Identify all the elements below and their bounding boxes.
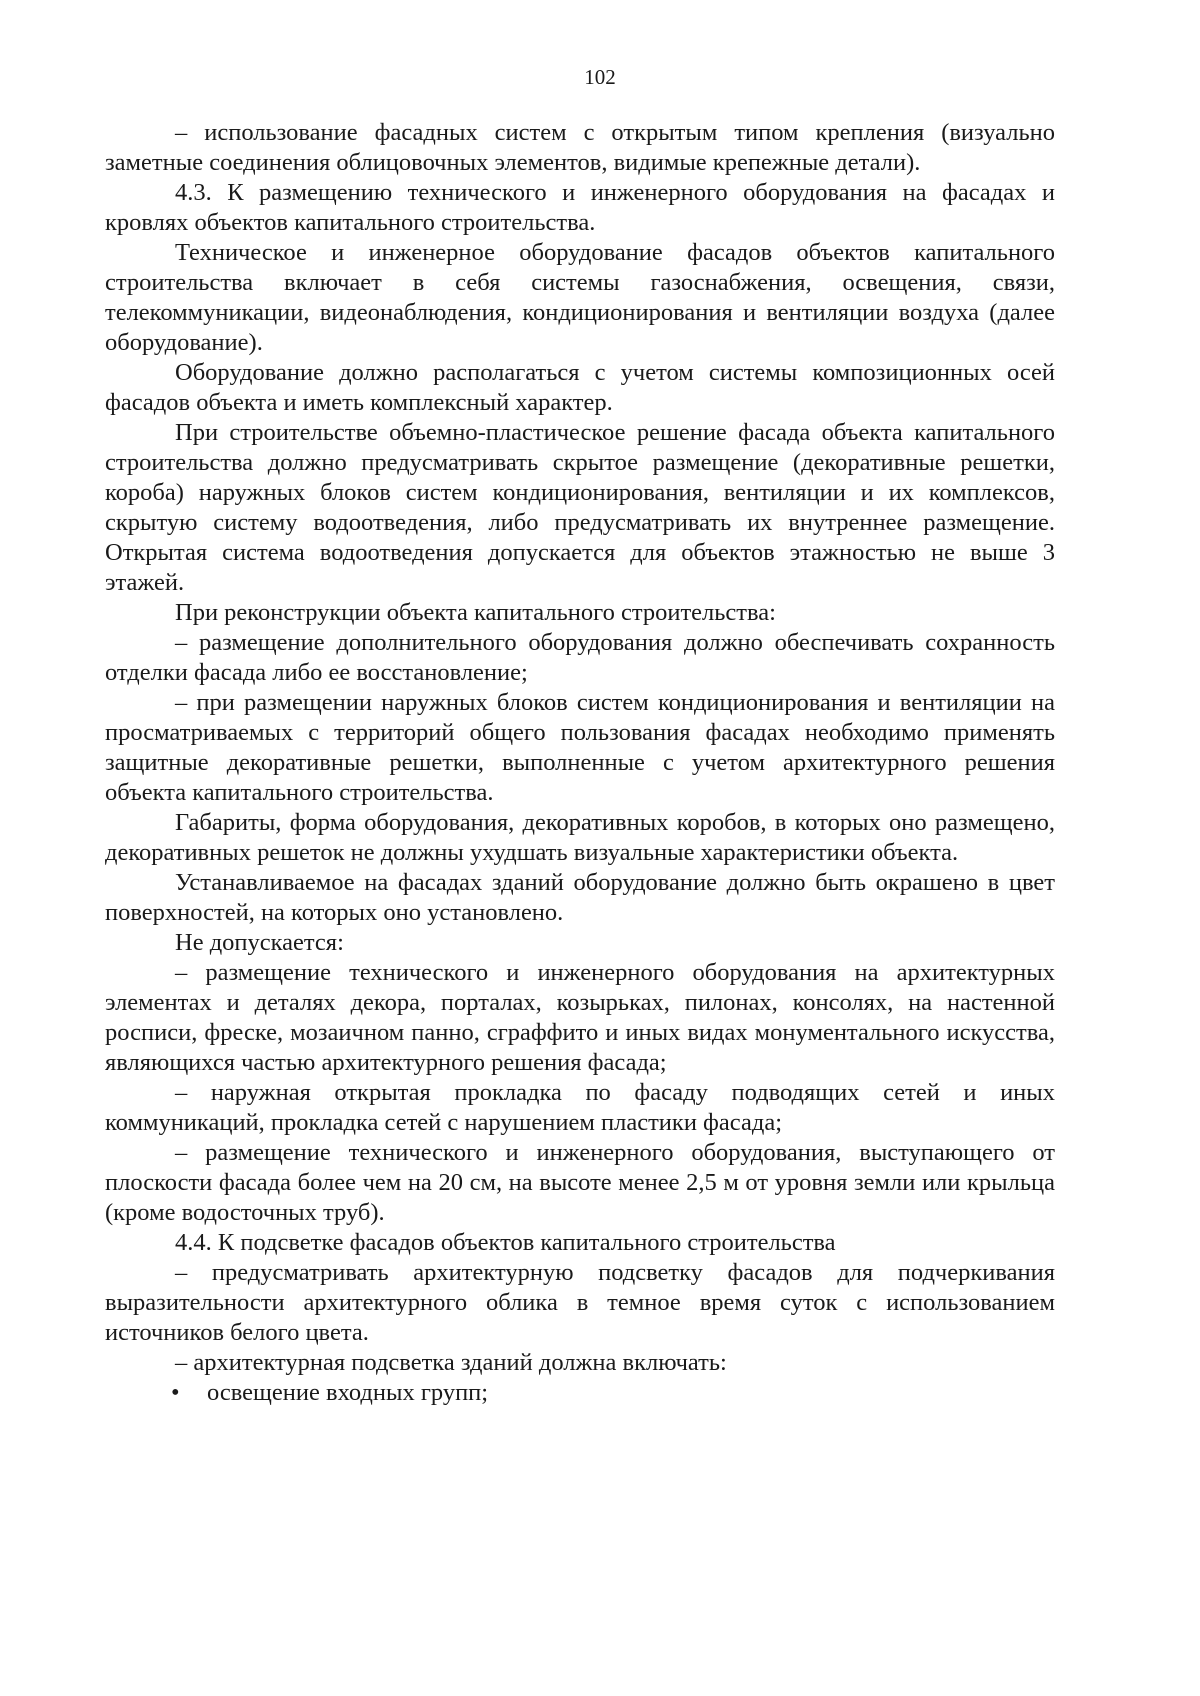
paragraph-not-allowed-heading: Не допускается:: [175, 929, 344, 956]
paragraph-dimensions: Габариты, форма оборудования, декоративных коробов, в которых оно размещено, декоративных решеток не должны ухудшать визуальные характеристики объекта.: [105, 809, 1055, 866]
list-item-architectural-lighting: – предусматривать архитектурную подсветку фасадов для подчеркивания выразительности архитектурного облика в темное время суток с использованием источников белого цвета.: [105, 1259, 1055, 1346]
list-item-lighting-includes: – архитектурная подсветка зданий должна включать:: [175, 1349, 727, 1376]
page-body: [105, 118, 1055, 1408]
paragraph-reconstruction-heading: При реконструкции объекта капитального строительства:: [175, 599, 776, 626]
section-heading-4-4: 4.4. К подсветке фасадов объектов капитального строительства: [175, 1229, 836, 1256]
bullet-marker: •: [171, 1379, 180, 1406]
section-heading-4-3: 4.3. К размещению технического и инженерного оборудования на фасадах и кровлях объектов капитального строительства.: [105, 179, 1055, 236]
bullet-list-item: [105, 1378, 1055, 1408]
paragraph-painting: Устанавливаемое на фасадах зданий оборудование должно быть окрашено в цвет поверхностей, на которых оно установлено.: [105, 869, 1055, 926]
paragraph-equipment-placement: Оборудование должно располагаться с учетом системы композиционных осей фасадов объекта и иметь комплексный характер.: [105, 359, 1055, 416]
paragraph-facade-systems: – использование фасадных систем с открытым типом крепления (визуально заметные соединения облицовочных элементов, видимые крепежные детали).: [105, 119, 1055, 176]
list-item-open-wiring: – наружная открытая прокладка по фасаду подводящих сетей и иных коммуникаций, прокладка сетей с нарушением пластики фасада;: [105, 1079, 1055, 1136]
list-item-protruding-equipment: – размещение технического и инженерного оборудования, выступающего от плоскости фасада более чем на 20 см, на высоте менее 2,5 м от уровня земли или крыльца (кроме водосточных труб).: [105, 1139, 1055, 1226]
list-item-outdoor-units: – при размещении наружных блоков систем кондиционирования и вентиляции на просматриваемых с территорий общего пользования фасадах необходимо применять защитные декоративные решетки, выполненные с учетом архитектурного решения объекта капитального строительства.: [105, 689, 1055, 806]
paragraph-equipment-definition: Техническое и инженерное оборудование фасадов объектов капитального строительства включает в себя системы газоснабжения, освещения, связи, телекоммуникации, видеонаблюдения, кондиционирования и вентиляции воздуха (далее оборудование).: [105, 239, 1055, 356]
bullet-item-text: освещение входных групп;: [207, 1379, 489, 1406]
paragraph-construction-requirements: При строительстве объемно-пластическое решение фасада объекта капитального строительства должно предусматривать скрытое размещение (декоративные решетки, короба) наружных блоков систем кондиционирования, вентиляции и их комплексов, скрытую систему водоотведения, либо предусматривать их внутреннее размещение. Открытая система водоотведения допускается для объектов этажностью не выше 3 этажей.: [105, 419, 1055, 596]
page-number: 102: [584, 65, 616, 89]
list-item-architectural-elements: – размещение технического и инженерного оборудования на архитектурных элементах и деталях декора, порталах, козырьках, пилонах, консолях, на настенной росписи, фреске, мозаичном панно, сграффито и иных видах монументального искусства, являющихся частью архитектурного решения фасада;: [105, 959, 1055, 1076]
list-item-additional-equipment: – размещение дополнительного оборудования должно обеспечивать сохранность отделки фасада либо ее восстановление;: [105, 629, 1055, 686]
